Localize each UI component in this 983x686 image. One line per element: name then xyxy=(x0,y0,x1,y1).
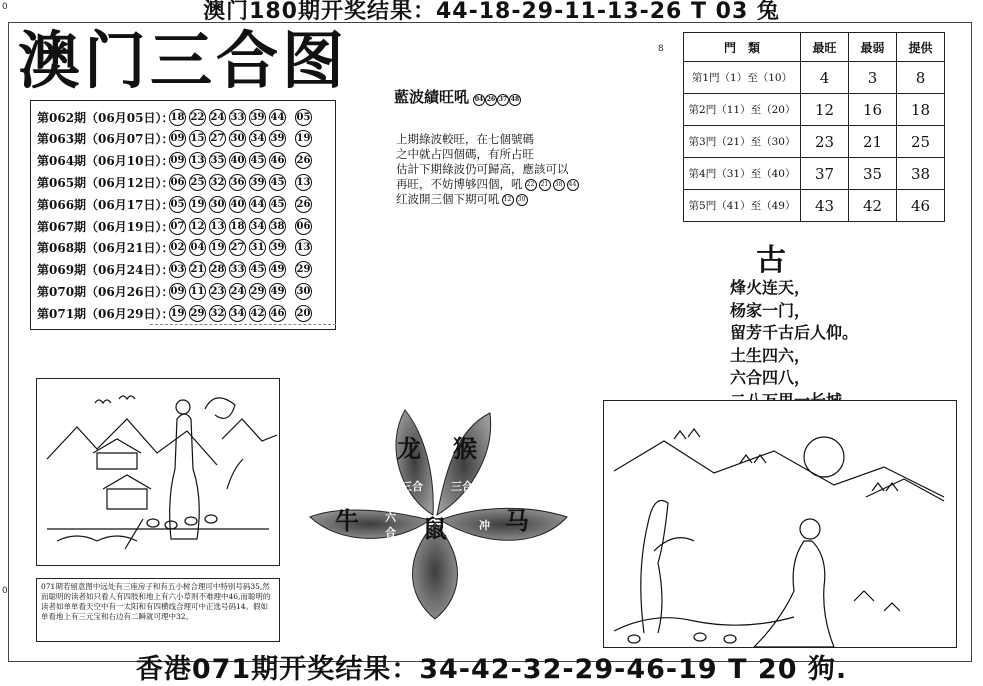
poem-center-line xyxy=(396,192,579,207)
poem-center-line-text: 之中就占四個碼，有所占旺 xyxy=(396,147,534,161)
ranking-cold: 42 xyxy=(849,190,897,222)
history-number-ball: 12 xyxy=(189,218,206,235)
history-row xyxy=(37,281,331,301)
history-period-label: 第066期（06月17日）： xyxy=(37,197,174,212)
poem-center-line-text: 上期綠波較旺，在七個號碼 xyxy=(396,132,534,146)
poem-line-ball: 22 xyxy=(525,179,537,191)
ranking-row xyxy=(684,94,945,126)
poem-right-title: 古 xyxy=(756,243,786,278)
history-numbers xyxy=(169,261,286,278)
history-number-ball: 07 xyxy=(169,218,186,235)
poem-title-ball: 04 xyxy=(473,94,485,106)
history-period-label: 第067期（06月19日）： xyxy=(37,219,174,234)
history-number-ball: 44 xyxy=(269,109,286,126)
ranking-gate: 第3門（21）至（30） xyxy=(684,126,801,158)
ranking-header-hot: 最旺 xyxy=(801,33,849,62)
poem-line-ball: 44 xyxy=(567,179,579,191)
history-number-ball: 29 xyxy=(189,305,206,322)
history-row xyxy=(37,260,331,280)
ranking-pick: 38 xyxy=(897,158,945,190)
puzzle-note: 071期若留意图中远处有三座房子和有五小树合理可中特别号码35,然而聪明的读者如只看人有四肢和地上有六小草则不难理中46,而聪明的读者如单单看天空中有一太阳和有四横线合理可中正选号码14。假如单看地上有三元宝和右边有二瞬就可理中32。 xyxy=(36,578,280,642)
ranking-row xyxy=(684,158,945,190)
history-number-ball: 45 xyxy=(269,174,286,191)
corner-mark-mid-left: 0 xyxy=(2,586,8,596)
history-number-ball: 28 xyxy=(209,261,226,278)
history-numbers xyxy=(169,218,286,235)
poem-right-line: 杨家一门， xyxy=(730,300,811,320)
poem-line-ball: 12 xyxy=(502,194,514,206)
ranking-cold: 35 xyxy=(849,158,897,190)
history-number-ball: 33 xyxy=(229,261,246,278)
history-row xyxy=(37,107,331,127)
history-period-label: 第062期（06月05日）： xyxy=(37,110,174,125)
draw-history-table xyxy=(30,100,336,330)
poem-line-ball: 30 xyxy=(516,194,528,206)
poem-center-line xyxy=(396,177,579,192)
petal-right xyxy=(440,508,567,540)
history-number-ball: 46 xyxy=(269,152,286,169)
ranking-cold: 3 xyxy=(849,62,897,94)
history-number-ball: 44 xyxy=(249,196,266,213)
ranking-gate: 第2門（11）至（20） xyxy=(684,94,801,126)
history-number-ball: 32 xyxy=(209,174,226,191)
poem-right-body xyxy=(730,277,859,387)
history-period-label: 第065期（06月12日）： xyxy=(37,175,174,190)
history-bottom-rule xyxy=(150,324,336,335)
page-title: 澳门三合图 xyxy=(18,24,349,97)
history-number-ball: 11 xyxy=(189,283,206,300)
ranking-pick: 46 xyxy=(897,190,945,222)
history-special-ball: 06 xyxy=(295,218,312,235)
petal-left xyxy=(310,510,430,538)
history-number-ball: 34 xyxy=(249,130,266,147)
history-numbers xyxy=(169,109,286,126)
poem-center-line-text: 红波開三個下期可吼 xyxy=(396,192,500,206)
relation-chong: 冲 xyxy=(479,519,490,532)
lady-drawing xyxy=(604,401,956,647)
history-number-ball: 15 xyxy=(189,130,206,147)
ranking-gate: 第4門（31）至（40） xyxy=(684,158,801,190)
history-special-ball: 26 xyxy=(295,196,312,213)
poem-right-line: 留芳千古后人仰。 xyxy=(730,323,859,342)
history-number-ball: 39 xyxy=(249,109,266,126)
poem-center-line xyxy=(396,162,579,177)
history-number-ball: 45 xyxy=(269,196,286,213)
animal-dragon: 龙 xyxy=(397,435,421,463)
history-number-ball: 45 xyxy=(249,261,266,278)
history-numbers xyxy=(169,174,286,191)
scholar-drawing xyxy=(37,379,279,565)
poem-center-body xyxy=(396,132,579,207)
history-number-ball: 30 xyxy=(209,196,226,213)
history-number-ball: 49 xyxy=(269,283,286,300)
ranking-cold: 21 xyxy=(849,126,897,158)
animal-rat: 鼠 xyxy=(423,515,447,543)
history-number-ball: 34 xyxy=(229,305,246,322)
history-special-ball: 20 xyxy=(295,305,312,322)
zodiac-flower xyxy=(305,405,570,620)
history-number-ball: 39 xyxy=(249,174,266,191)
ranking-header-gate: 門 類 xyxy=(684,33,801,62)
history-row xyxy=(37,303,331,323)
poem-line-ball: 21 xyxy=(539,179,551,191)
poem-center-line xyxy=(396,132,579,147)
history-row xyxy=(37,238,331,258)
ranking-hot: 12 xyxy=(801,94,849,126)
history-numbers xyxy=(169,283,286,300)
history-number-ball: 19 xyxy=(209,239,226,256)
history-number-ball: 32 xyxy=(209,305,226,322)
zodiac-flower-drawing xyxy=(305,405,570,620)
corner-mark-top-right: 8 xyxy=(658,44,664,54)
history-number-ball: 36 xyxy=(229,174,246,191)
history-period-label: 第064期（06月10日）： xyxy=(37,154,174,169)
ranking-header-pick: 提供 xyxy=(897,33,945,62)
history-number-ball: 06 xyxy=(169,174,186,191)
history-special-ball: 13 xyxy=(295,174,312,191)
poem-line-ball: 38 xyxy=(553,179,565,191)
history-numbers xyxy=(169,130,286,147)
ranking-pick: 18 xyxy=(897,94,945,126)
petal-top-right xyxy=(437,413,491,515)
history-number-ball: 09 xyxy=(169,152,186,169)
history-period-label: 第068期（06月21日）： xyxy=(37,241,174,256)
history-number-ball: 18 xyxy=(229,218,246,235)
poem-right-line: 土生四六， xyxy=(730,345,811,365)
history-period-label: 第069期（06月24日）： xyxy=(37,263,174,278)
ranking-pick: 8 xyxy=(897,62,945,94)
poem-right-line: 六合四八， xyxy=(730,368,811,387)
history-number-ball: 21 xyxy=(189,261,206,278)
history-number-ball: 49 xyxy=(269,261,286,278)
scholar-illustration xyxy=(36,378,280,566)
ranking-hot: 23 xyxy=(801,126,849,158)
history-special-ball: 13 xyxy=(295,239,312,256)
hongkong-result-banner: 香港071期开奖结果：34-42-32-29-46-19 T 20 狗. xyxy=(135,654,848,685)
ranking-row xyxy=(684,126,945,158)
ranking-gate: 第1門（1）至（10） xyxy=(684,62,801,94)
history-number-ball: 19 xyxy=(169,305,186,322)
history-number-ball: 23 xyxy=(209,283,226,300)
animal-ox: 牛 xyxy=(335,507,359,535)
lady-illustration xyxy=(603,400,957,648)
history-numbers xyxy=(169,152,286,169)
history-special-ball: 29 xyxy=(295,261,312,278)
history-number-ball: 33 xyxy=(229,109,246,126)
history-number-ball: 29 xyxy=(249,283,266,300)
history-period-label: 第063期（06月07日）： xyxy=(37,132,174,147)
gate-ranking-table xyxy=(683,32,945,222)
history-number-ball: 31 xyxy=(249,239,266,256)
history-number-ball: 27 xyxy=(229,239,246,256)
history-row xyxy=(37,216,331,236)
history-number-ball: 04 xyxy=(189,239,206,256)
history-number-ball: 22 xyxy=(189,109,206,126)
history-number-ball: 39 xyxy=(269,130,286,147)
poem-title-ball: 37 xyxy=(497,94,509,106)
history-period-label: 第071期（06月29日）： xyxy=(37,306,174,321)
history-number-ball: 19 xyxy=(189,196,206,213)
history-number-ball: 35 xyxy=(209,152,226,169)
history-special-ball: 26 xyxy=(295,152,312,169)
history-period-label: 第070期（06月26日）： xyxy=(37,284,174,299)
ranking-row xyxy=(684,62,945,94)
history-number-ball: 40 xyxy=(229,196,246,213)
history-row xyxy=(37,172,331,192)
relation-dragon-rat: 三合 xyxy=(401,480,423,493)
history-number-ball: 45 xyxy=(249,152,266,169)
history-number-ball: 24 xyxy=(209,109,226,126)
ranking-header-cold: 最弱 xyxy=(849,33,897,62)
ranking-cold: 16 xyxy=(849,94,897,126)
relation-monkey-rat: 三合 xyxy=(451,480,473,493)
animal-horse: 马 xyxy=(505,507,529,535)
ranking-header-row xyxy=(684,33,945,62)
history-row xyxy=(37,129,331,149)
history-row xyxy=(37,194,331,214)
history-number-ball: 34 xyxy=(249,218,266,235)
macau-result-banner: 澳门180期开奖结果：44-18-29-11-13-26 T 03 兔 xyxy=(203,0,780,24)
history-special-ball: 19 xyxy=(295,130,312,147)
history-numbers xyxy=(169,239,286,256)
history-number-ball: 40 xyxy=(229,152,246,169)
history-number-ball: 09 xyxy=(169,130,186,147)
history-number-ball: 25 xyxy=(189,174,206,191)
corner-mark-top-left: 0 xyxy=(2,2,8,12)
history-special-ball: 30 xyxy=(295,283,312,300)
history-numbers xyxy=(169,196,286,213)
history-number-ball: 02 xyxy=(169,239,186,256)
ranking-hot: 4 xyxy=(801,62,849,94)
history-number-ball: 18 xyxy=(169,109,186,126)
history-number-ball: 42 xyxy=(249,305,266,322)
history-row xyxy=(37,151,331,171)
relation-liu: 六 xyxy=(385,511,396,524)
history-number-ball: 39 xyxy=(269,239,286,256)
ranking-pick: 25 xyxy=(897,126,945,158)
ranking-hot: 43 xyxy=(801,190,849,222)
ranking-hot: 37 xyxy=(801,158,849,190)
history-special-ball: 05 xyxy=(295,109,312,126)
history-numbers xyxy=(169,305,286,322)
poem-center-line-text: 估計下期綠波仍可歸高，應該可以 xyxy=(396,162,569,176)
history-number-ball: 13 xyxy=(189,152,206,169)
poem-center-title xyxy=(394,86,521,107)
poem-center-line-text: 再旺，不妨博够四個，吼 xyxy=(396,177,523,191)
poem-center-line xyxy=(396,147,579,162)
history-number-ball: 46 xyxy=(269,305,286,322)
history-number-ball: 09 xyxy=(169,283,186,300)
history-number-ball: 38 xyxy=(269,218,286,235)
poem-title-ball: 48 xyxy=(509,94,521,106)
history-number-ball: 03 xyxy=(169,261,186,278)
poem-center-title-balls xyxy=(473,87,521,106)
poem-title-ball: 26 xyxy=(485,94,497,106)
history-number-ball: 13 xyxy=(209,218,226,235)
relation-he: 合 xyxy=(385,526,396,539)
history-number-ball: 30 xyxy=(229,130,246,147)
ranking-gate: 第5門（41）至（49） xyxy=(684,190,801,222)
history-number-ball: 05 xyxy=(169,196,186,213)
poem-right-line: 烽火连天， xyxy=(730,278,811,297)
history-number-ball: 24 xyxy=(229,283,246,300)
history-number-ball: 27 xyxy=(209,130,226,147)
ranking-row xyxy=(684,190,945,222)
animal-monkey: 猴 xyxy=(453,435,477,463)
poem-center-title-text: 藍波績旺吼 xyxy=(394,88,470,106)
